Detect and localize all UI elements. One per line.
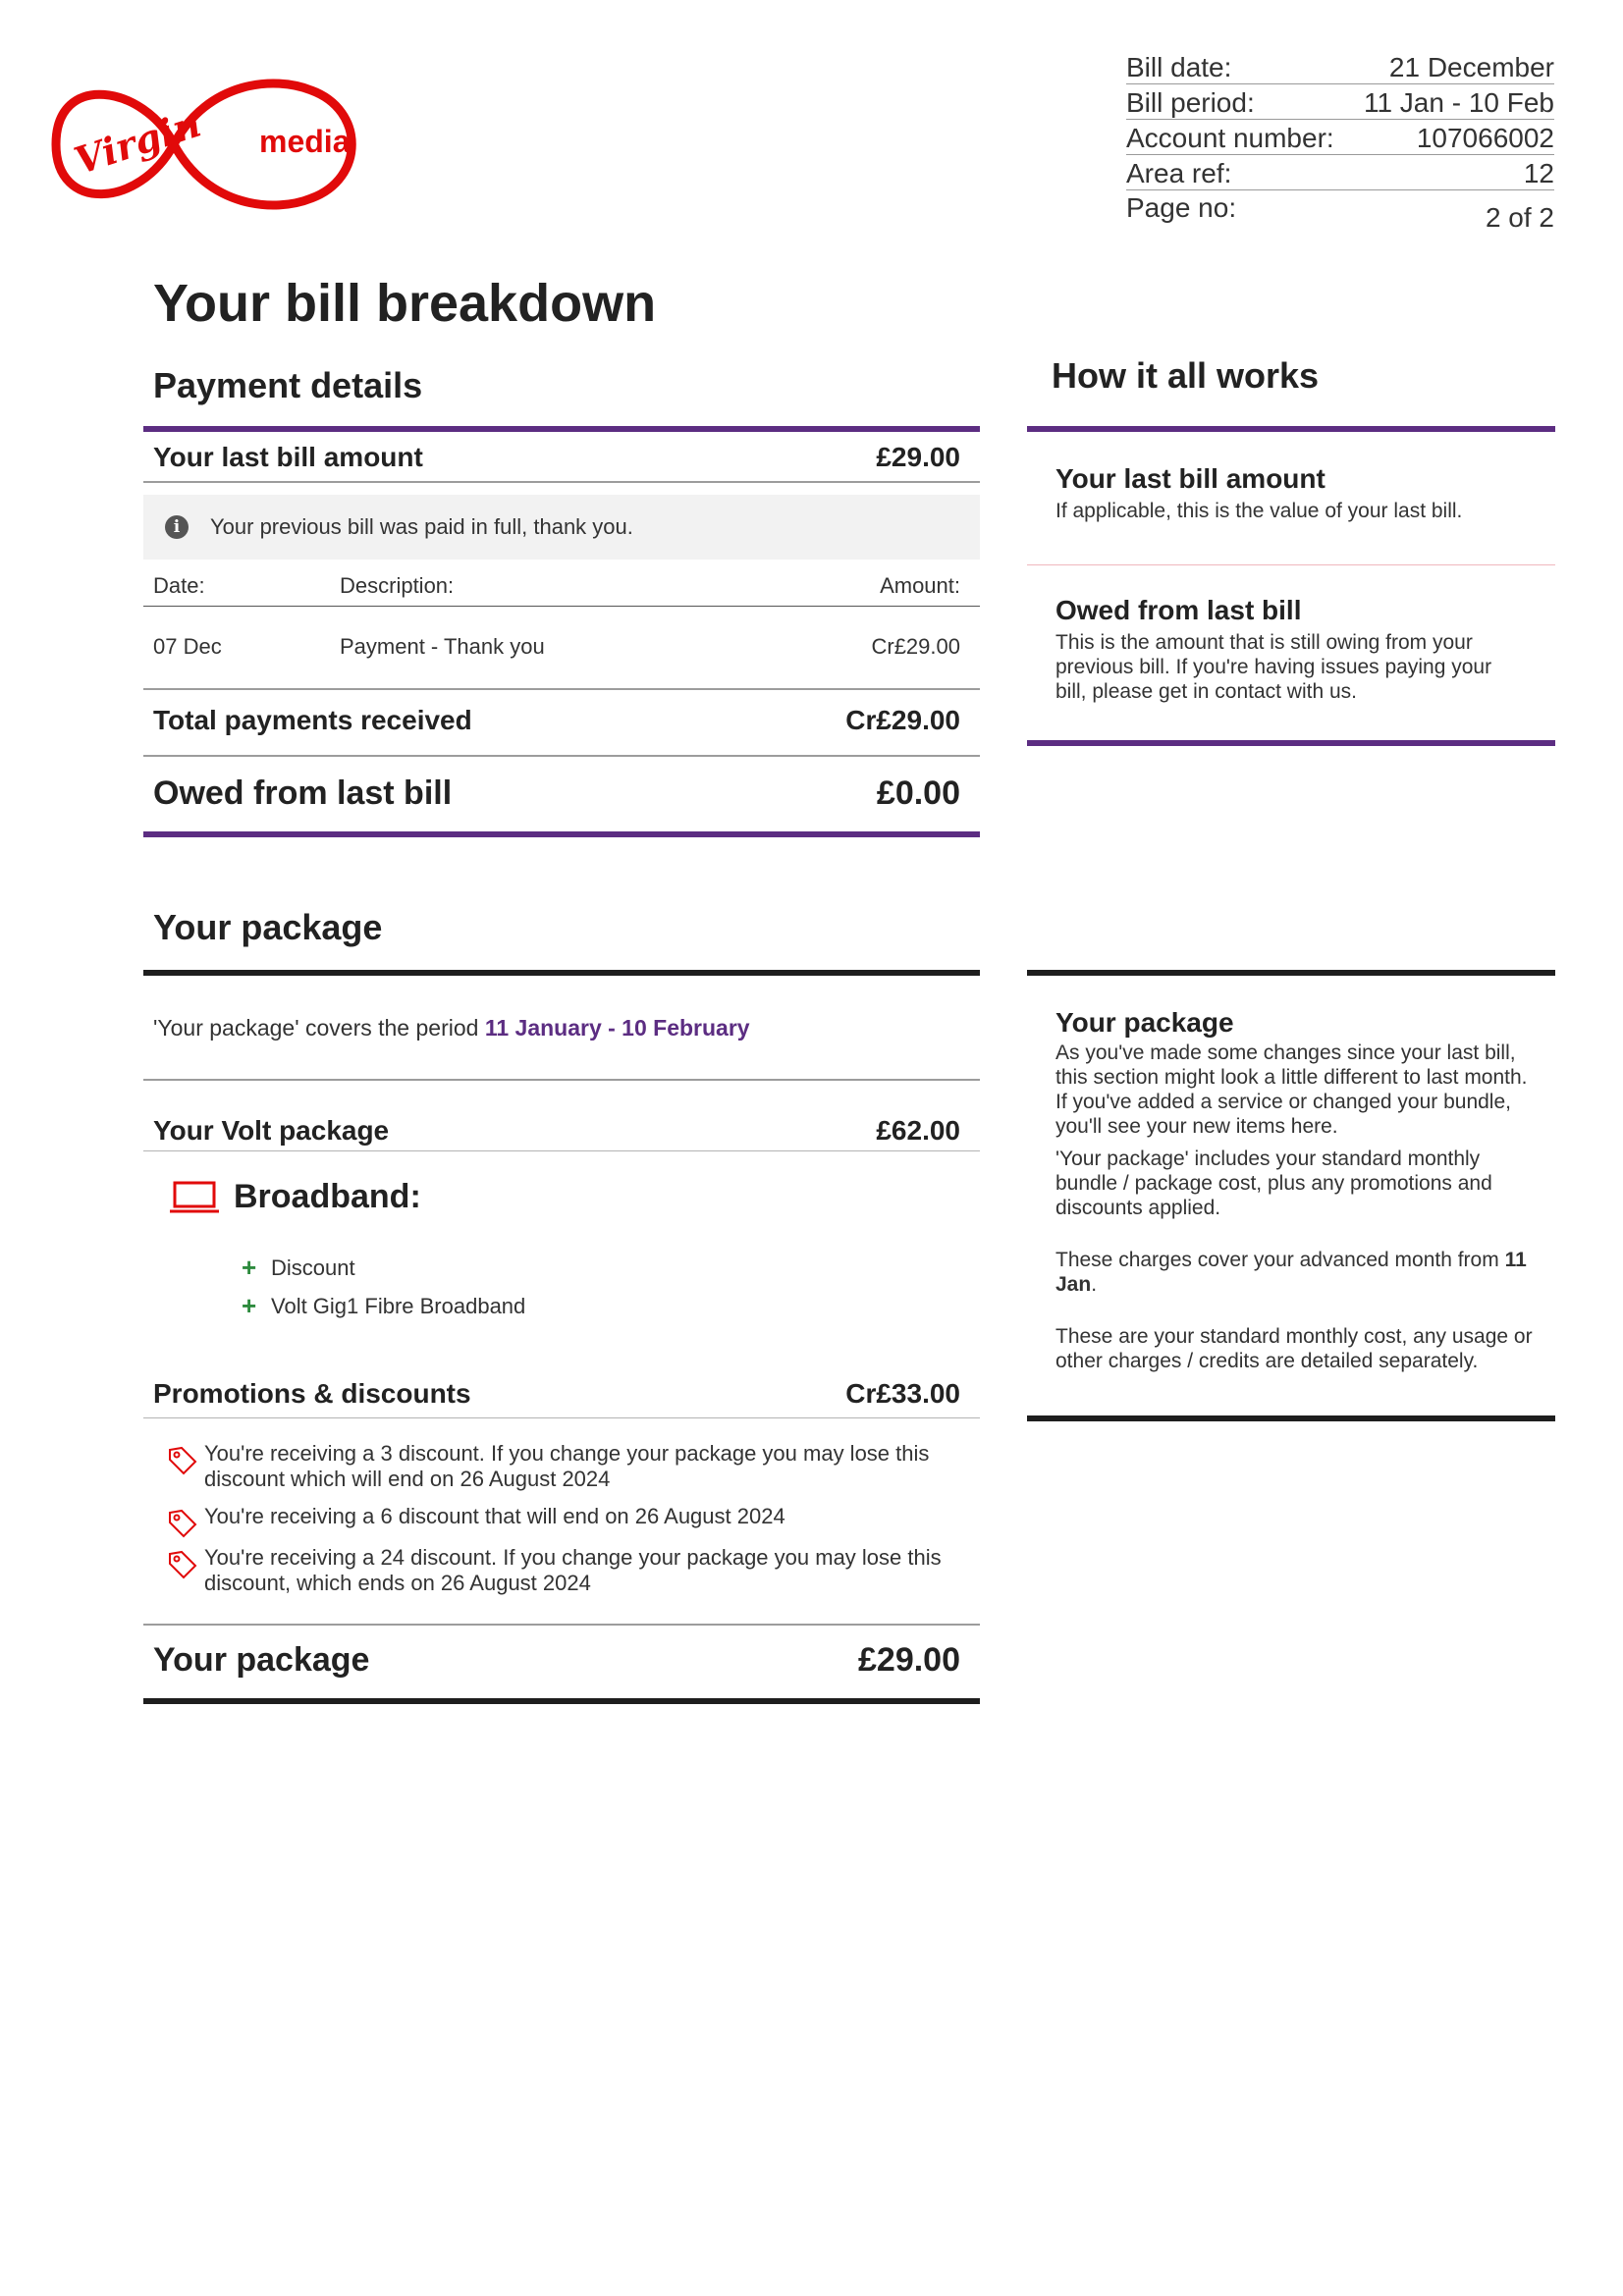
- col-amount: Amount:: [880, 573, 960, 598]
- divider: [143, 606, 980, 607]
- promotions-row: [143, 1374, 980, 1414]
- bill-period-row: [1126, 84, 1554, 120]
- promo-item: [143, 1504, 980, 1545]
- plus-icon: +: [242, 1291, 257, 1320]
- volt-package-row: [143, 1111, 980, 1150]
- divider: [143, 970, 980, 976]
- package-period-prefix: 'Your package' covers the period: [153, 1015, 479, 1041]
- page-no-row: [1126, 190, 1554, 234]
- laptop-icon: [169, 1180, 220, 1215]
- package-period: [153, 1015, 750, 1041]
- divider: [143, 831, 980, 837]
- bill-period-value: 11 Jan - 10 Feb: [1363, 87, 1554, 118]
- list-item: [242, 1291, 525, 1321]
- package-total-row: [143, 1635, 980, 1684]
- payment-details-title: Payment details: [153, 365, 423, 405]
- logo-media-text: media: [259, 124, 351, 159]
- help-last-bill-title: Your last bill amount: [1055, 463, 1325, 494]
- bill-period-label: Bill period:: [1126, 87, 1255, 118]
- package-help-para3: [1055, 1248, 1537, 1297]
- info-icon: i: [165, 515, 189, 539]
- package-period-range: 11 January - 10 February: [484, 1015, 750, 1041]
- promotions-amount: Cr£33.00: [845, 1378, 960, 1409]
- divider: [143, 1417, 980, 1418]
- page-no-label: Page no:: [1126, 192, 1237, 223]
- package-help-para3-date: 11 Jan: [1055, 1249, 1527, 1296]
- broadband-item-fibre: Volt Gig1 Fibre Broadband: [271, 1293, 526, 1318]
- divider: [1027, 564, 1555, 565]
- help-last-bill-text: If applicable, this is the value of your last bill.: [1055, 500, 1463, 522]
- package-help-title: Your package: [1055, 1007, 1234, 1038]
- divider: [143, 1624, 980, 1626]
- table-row: [143, 634, 980, 660]
- account-number-value: 107066002: [1416, 123, 1554, 153]
- bill-info: [1126, 49, 1554, 234]
- list-item: [242, 1253, 355, 1283]
- divider: [1027, 740, 1555, 746]
- bill-date-label: Bill date:: [1126, 52, 1232, 82]
- payments-table-header: [143, 573, 980, 599]
- row-date: 07 Dec: [153, 634, 222, 659]
- package-total-amount: £29.00: [858, 1640, 960, 1679]
- bill-date-row: [1126, 49, 1554, 84]
- payment-notice: [143, 495, 980, 560]
- col-date: Date:: [153, 573, 205, 598]
- package-help-para3-suffix: .: [1091, 1273, 1098, 1296]
- promo-text-1: You're receiving a 3 discount. If you change your package you may lose this discount which will end on 26 August 2024: [204, 1441, 930, 1491]
- promotions-label: Promotions & discounts: [153, 1378, 471, 1409]
- help-owed-text: This is the amount that is still owing from your previous bill. If you're having issues paying your bill, please get in contact with us.: [1055, 631, 1492, 703]
- account-number-label: Account number:: [1126, 123, 1334, 153]
- area-ref-value: 12: [1523, 158, 1554, 188]
- package-help: [1055, 1007, 1537, 1373]
- last-bill-row: [143, 438, 980, 477]
- broadband-label: Broadband:: [234, 1178, 421, 1215]
- package-title: Your package: [153, 907, 383, 947]
- last-bill-amount: £29.00: [876, 442, 960, 472]
- divider: [1027, 1415, 1555, 1421]
- divider: [1027, 970, 1555, 976]
- tag-icon: [143, 1441, 204, 1492]
- col-description: Description:: [340, 573, 455, 598]
- plus-icon: +: [242, 1253, 257, 1282]
- account-number-row: [1126, 120, 1554, 155]
- total-payments-label: Total payments received: [153, 705, 472, 735]
- payment-notice-text: Your previous bill was paid in full, thank you.: [210, 514, 633, 539]
- divider: [143, 1079, 980, 1081]
- broadband-item-discount: Discount: [271, 1255, 355, 1280]
- owed-row: [143, 770, 980, 817]
- promo-item: [143, 1441, 980, 1492]
- divider: [1027, 426, 1555, 432]
- last-bill-label: Your last bill amount: [153, 442, 423, 472]
- package-total-label: Your package: [153, 1640, 370, 1679]
- package-help-para3-prefix: These charges cover your advanced month from: [1055, 1249, 1499, 1271]
- promo-text-2: You're receiving a 6 discount that will end on 26 August 2024: [204, 1504, 785, 1528]
- divider: [143, 426, 980, 432]
- total-payments-amount: Cr£29.00: [845, 705, 960, 735]
- logo-virgin-text: Virgin: [69, 100, 206, 184]
- area-ref-row: [1126, 155, 1554, 190]
- bill-date-value: 21 December: [1388, 52, 1554, 82]
- total-payments-row: [143, 701, 980, 740]
- row-description: Payment - Thank you: [340, 634, 545, 659]
- divider: [143, 1698, 980, 1704]
- package-help-para2: 'Your package' includes your standard monthly bundle / package cost, plus any promotions and discounts applied.: [1055, 1148, 1492, 1219]
- divider: [143, 688, 980, 690]
- virgin-media-logo: [51, 51, 375, 238]
- promo-text-3: You're receiving a 24 discount. If you change your package you may lose this discount, which ends on 26 August 2024: [204, 1545, 942, 1595]
- package-help-para4: These are your standard monthly cost, any usage or other charges / credits are detailed separately.: [1055, 1325, 1533, 1372]
- help-owed: [1055, 595, 1527, 704]
- help-owed-title: Owed from last bill: [1055, 595, 1302, 625]
- broadband-heading: [169, 1178, 421, 1216]
- area-ref-label: Area ref:: [1126, 158, 1232, 188]
- volt-package-label: Your Volt package: [153, 1115, 390, 1146]
- how-it-works-title: How it all works: [1052, 355, 1320, 396]
- page-title: Your bill breakdown: [153, 274, 657, 333]
- divider: [143, 1150, 980, 1151]
- page-no-value: 2 of 2: [1485, 202, 1554, 233]
- owed-label: Owed from last bill: [153, 774, 453, 812]
- owed-amount: £0.00: [876, 774, 960, 812]
- tag-icon: [143, 1545, 204, 1596]
- row-amount: Cr£29.00: [871, 634, 960, 659]
- package-help-para1: As you've made some changes since your last bill, this section might look a little different to last month. If you've added a service or changed your bundle, you'll see your new items here.: [1055, 1041, 1528, 1138]
- divider: [143, 755, 980, 757]
- promo-item: [143, 1545, 980, 1596]
- volt-package-amount: £62.00: [876, 1115, 960, 1146]
- tag-icon: [143, 1504, 204, 1545]
- help-last-bill: [1055, 463, 1546, 523]
- divider: [143, 481, 980, 483]
